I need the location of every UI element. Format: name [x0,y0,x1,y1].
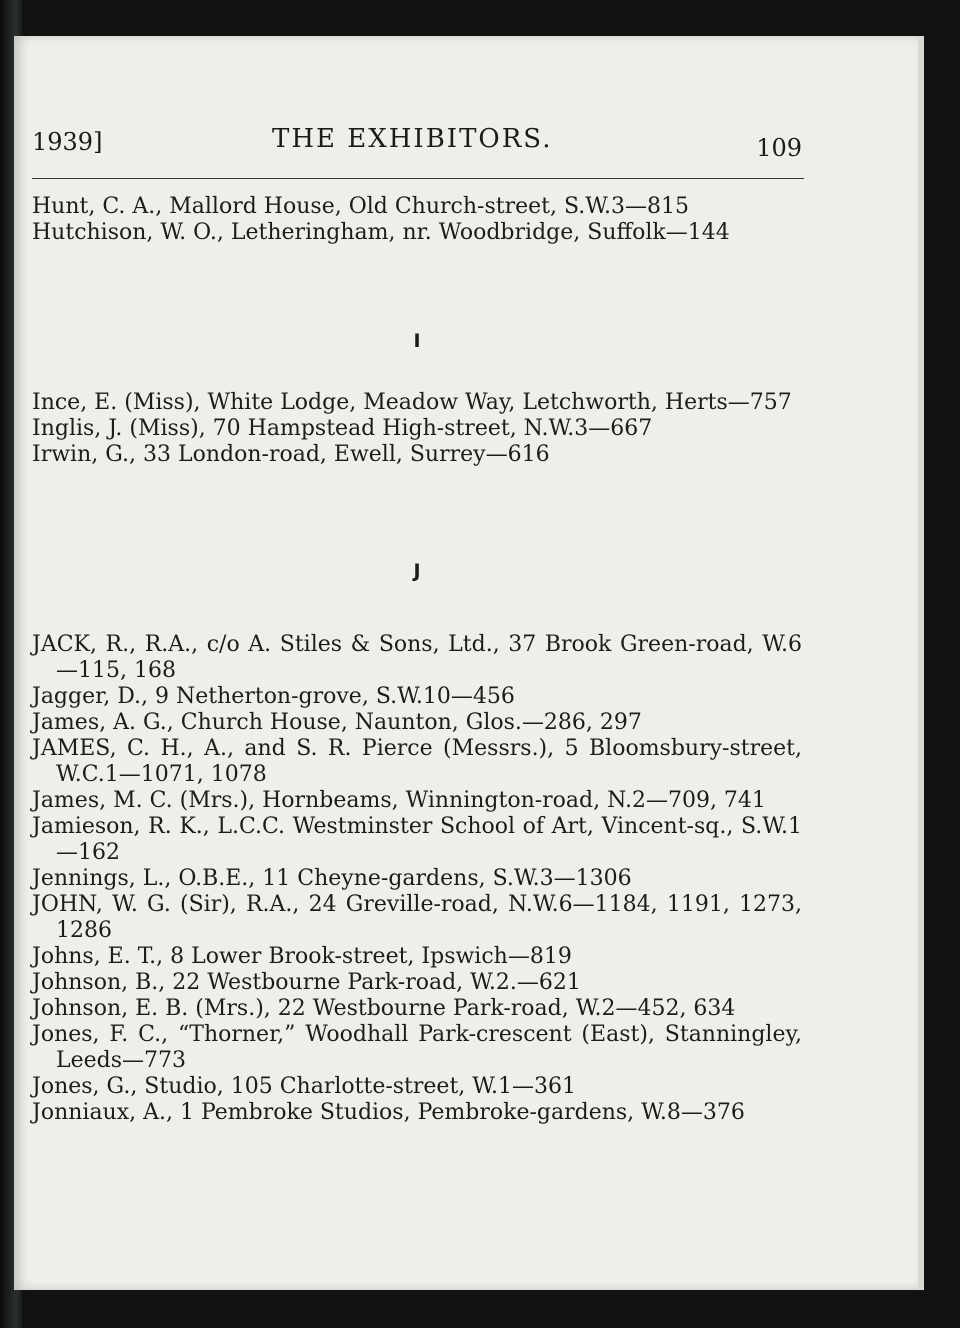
entry: Ince, E. (Miss), White Lodge, Meadow Way, Letchworth, Herts—757 [32,390,792,415]
section-letter-i: I [413,330,421,352]
entry: Jagger, D., 9 Netherton-grove, S.W.10—456 [32,684,515,709]
entry: Hunt, C. A., Mallord House, Old Church-street, S.W.3—815 [32,194,690,219]
section-i-entries [32,390,802,468]
entry: Hutchison, W. O., Letheringham, nr. Woodbridge, Suffolk—144 [32,220,730,245]
header-rule [32,178,804,179]
entry: Inglis, J. (Miss), 70 Hampstead High-street, N.W.3—667 [32,416,653,441]
entry: James, M. C. (Mrs.), Hornbeams, Winnington-road, N.2—709, 741 [32,788,766,813]
entry: Johns, E. T., 8 Lower Brook-street, Ipswich—819 [32,944,572,969]
entry: Jones, G., Studio, 105 Charlotte-street, W.1—361 [32,1074,577,1099]
entry: Jones, F. C., “Thorner,” Woodhall Park-crescent (East), Stanningley, Leeds—773 [32,1022,802,1073]
entry: JAMES, C. H., A., and S. R. Pierce (Messrs.), 5 Bloomsbury-street, W.C.1—1071, 1078 [32,736,802,787]
entry: Jamieson, R. K., L.C.C. Westminster School of Art, Vincent-sq., S.W.1—162 [32,814,802,865]
section-letter-j: J [413,560,421,582]
entry: Johnson, E. B. (Mrs.), 22 Westbourne Park-road, W.2—452, 634 [32,996,736,1021]
running-head-year: 1939] [32,128,103,156]
entry: Jennings, L., O.B.E., 11 Cheyne-gardens, S.W.3—1306 [32,866,632,891]
section-j-entries [32,632,802,1126]
running-head [32,124,802,162]
entry: James, A. G., Church House, Naunton, Glos.—286, 297 [32,710,642,735]
entry: JACK, R., R.A., c/o A. Stiles & Sons, Ltd., 37 Brook Green-road, W.6—115, 168 [32,632,802,683]
entry: JOHN, W. G. (Sir), R.A., 24 Greville-road, N.W.6—1184, 1191, 1273, 1286 [32,892,802,943]
page-number: 109 [756,134,802,162]
section-h-entries [32,194,802,246]
running-head-title: THE EXHIBITORS. [272,124,553,154]
entry: Johnson, B., 22 Westbourne Park-road, W.2.—621 [32,970,581,995]
entry: Jonniaux, A., 1 Pembroke Studios, Pembroke-gardens, W.8—376 [32,1100,745,1125]
page-edge [918,36,924,1290]
entry: Irwin, G., 33 London-road, Ewell, Surrey—616 [32,442,550,467]
